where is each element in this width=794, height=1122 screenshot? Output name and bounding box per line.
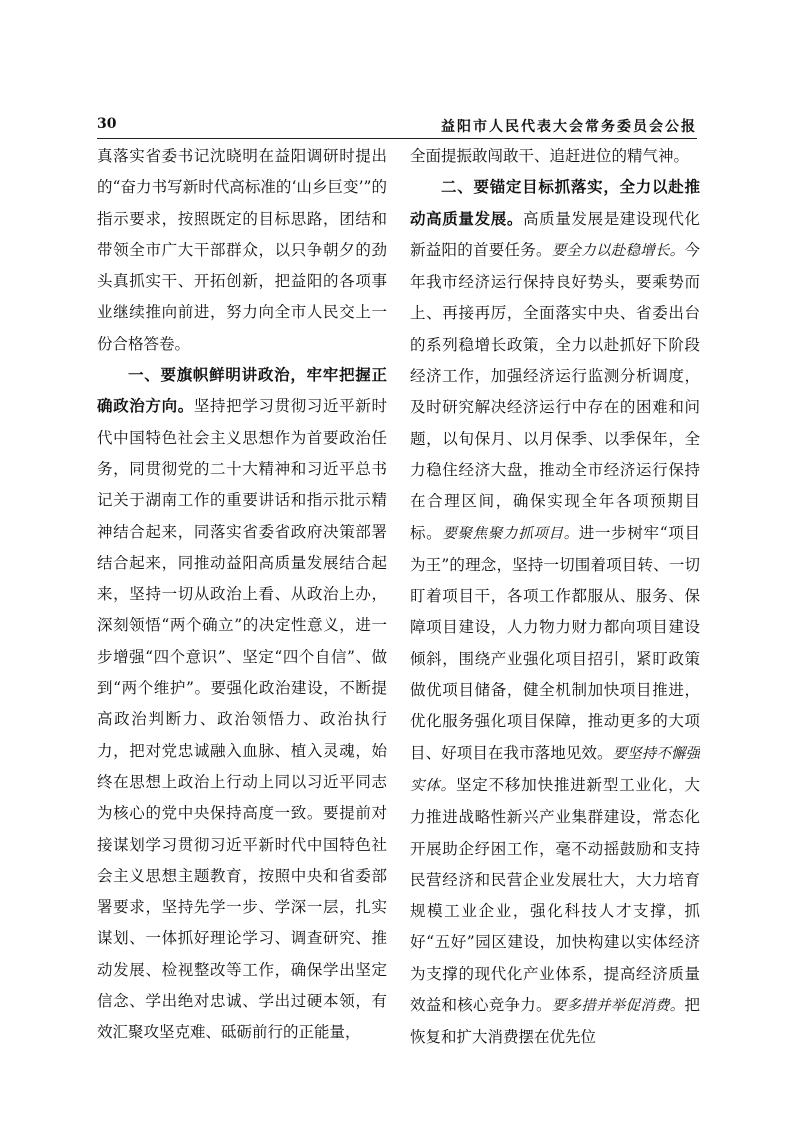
page-header xyxy=(97,114,697,138)
intro-paragraph xyxy=(97,141,387,360)
page-number: 30 xyxy=(97,116,117,132)
section1-heading: 一、要旗帜鲜明讲政治，牢牢把握正确政治方向。 xyxy=(97,366,387,416)
sub4-title: 要多措并举促消费。 xyxy=(551,998,685,1015)
section2-intro-text: 高质量发展是建设现代化新益阳的首要任务。 xyxy=(410,209,700,259)
section2-paragraph xyxy=(410,172,700,1053)
section1-paragraph xyxy=(97,360,387,1049)
intro-text: 真落实省委书记沈晓明在益阳调研时提出的“奋力书写新时代高标准的‘山乡巨变’”的指示要求，按照既定的目标思路，团结和带领全市广大干部群众，以只争朝夕的劲头真抓实干、开拓创新，把益阳的各项事业继续推向前进，努力向全市人民交上一份合格答卷。 xyxy=(97,147,387,353)
sub1-text: 今年我市经济运行保持良好势头，要乘势而上、再接再厉，全面落实中央、省委出台的系列稳增长政策，全力以赴抓好下阶段经济工作，加强经济运行监测分析调度，及时研究解决经济运行中存在的困难和问题，以旬保月、以月保季、以季保年，全力稳住经济大盘，推动全市经济运行保持在合理区间，确保实现全年各项预期目标。 xyxy=(410,240,700,542)
sub1-title: 要全力以赴稳增长。 xyxy=(551,242,685,259)
sub4-text: 把恢复和扩大消费摆在优先位 xyxy=(410,996,700,1047)
header-rule xyxy=(97,138,697,139)
right-column xyxy=(410,141,700,1081)
journal-title: 益阳市人民代表大会常务委员会公报 xyxy=(441,119,697,135)
sub3-title: 要坚持不懈强实体。 xyxy=(410,745,700,794)
continued-paragraph xyxy=(410,141,700,172)
section1-text: 坚持把学习贯彻习近平新时代中国特色社会主义思想作为首要政治任务，同贯彻党的二十大精神和习近平总书记关于湖南工作的重要讲话和指示批示精神结合起来，同落实省委省政府决策部署结合起来，同推动益阳高质量发展结合起来，坚持一切从政治上看、从政治上办，深刻领悟“两个确立”的决定性意义，进一步增强“四个意识”、坚定“四个自信”、做到“两个维护”。要强化政治建设，不断提高政治判断力、政治领悟力、政治执行力，把对党忠诚融入血脉、植入灵魂，始终在思想上政治上行动上同以习近平同志为核心的党中央保持高度一致。要提前对接谋划学习贯彻习近平新时代中国特色社会主义思想主题教育，按照中央和省委部署要求，坚持先学一步、学深一层，扎实谋划、一体抓好理论学习、调查研究、推动发展、检视整改等工作，确保学出坚定信念、学出绝对忠诚、学出过硬本领，有效汇聚攻坚克难、砥砺前行的正能量， xyxy=(97,397,387,1042)
sub3-text: 坚定不移加快推进新型工业化，大力推进战略性新兴产业集群建设，常态化开展助企纾困工作，毫不动摇鼓励和支持民营经济和民营企业发展壮大，大力培育规模工业企业，强化科技人才支撑，抓好“五好”园区建设，加快构建以实体经济为支撑的现代化产业体系，提高经济质量效益和核心竞争力。 xyxy=(410,775,700,1015)
continued-text: 全面提振敢闯敢干、追赶进位的精气神。 xyxy=(410,147,690,165)
left-column xyxy=(97,141,387,1081)
sub2-text: 进一步树牢“项目为王”的理念，坚持一切围着项目转、一切盯着项目干，各项工作都服从、服务、保障项目建设，人力物力财力都向项目建设倾斜，围绕产业强化项目招引，紧盯政策做优项目储备，健全机制加快项目推进，优化服务强化项目保障，推动更多的大项目、好项目在我市落地见效。 xyxy=(410,523,700,762)
section2-heading: 二、要锚定目标抓落实，全力以赴推动高质量发展。 xyxy=(410,178,700,228)
sub2-title: 要聚焦聚力抓项目。 xyxy=(442,525,579,542)
